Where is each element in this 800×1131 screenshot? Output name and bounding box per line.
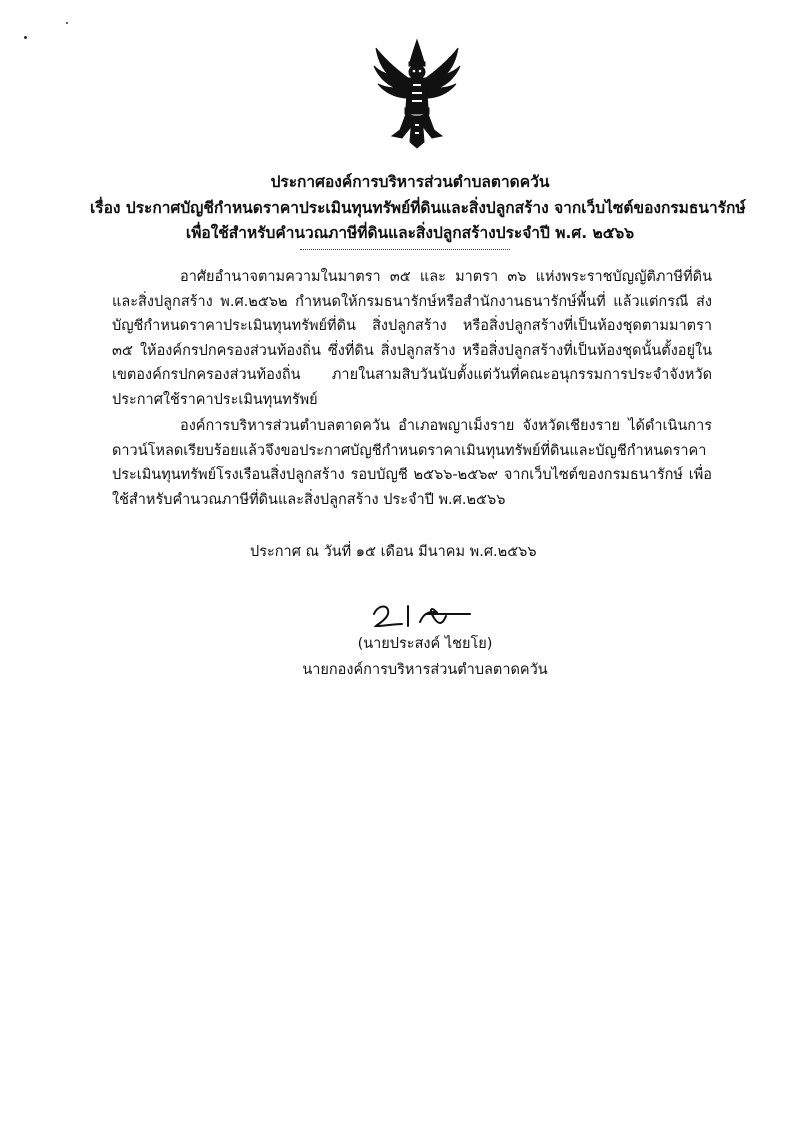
announcement-title: ประกาศองค์การบริหารส่วนตำบลตาดควัน (270, 173, 550, 191)
body-paragraph-2 (112, 414, 712, 512)
separator-dotted-line (300, 249, 510, 250)
paragraph-2-text: องค์การบริหารส่วนตำบลตาดควัน อำเภอพญาเม็งราย จังหวัดเชียงราย ได้ดำเนินการดาวน์โหลดเรียบร้อยแล้วจึงขอประกาศบัญชีกำหนดราคาเมินทุนทรัพย์ที่ดินและบัญชีกำหนดราคาประเมินทุนทรัพย์โรงเรือนสิ่งปลูกสร้าง รอบบัญชี ๒๕๖๖-๒๕๖๙ จากเว็บไซต์ของกรมธนารักษ์ เพื่อใช้สำหรับคำนวณภาษีที่ดินและสิ่งปลูกสร้าง ประจำปี พ.ศ.๒๕๖๖ (112, 418, 712, 508)
signatory-position: นายกองค์การบริหารส่วนตำบลตาดควัน (302, 662, 548, 678)
scan-speck (24, 36, 27, 39)
announcement-subject-line2: เพื่อใช้สำหรับคำนวณภาษีที่ดินและสิ่งปลูกสร้างประจำปี พ.ศ. ๒๕๖๖ (185, 224, 635, 242)
body-paragraph-1 (112, 265, 712, 412)
announcement-date: ประกาศ ณ วันที่ ๑๕ เดือน มีนาคม พ.ศ.๒๕๖๖ (250, 544, 537, 560)
scan-speck (66, 22, 68, 24)
garuda-emblem-icon (372, 38, 462, 150)
signatory-name: (นายประสงค์ ไชยโย) (357, 636, 493, 652)
handwritten-signature (368, 596, 478, 632)
paragraph-1-text: อาศัยอำนาจตามความในมาตรา ๓๕ และ มาตรา ๓๖ แห่งพระราชบัญญัติภาษีที่ดินและสิ่งปลูกสร้าง พ.ศ.๒๕๖๒ กำหนดให้กรมธนารักษ์หรือสำนักงานธนารักษ์พื้นที่ แล้วแต่กรณี ส่งบัญชีกำหนดราคาประเมินทุนทรัพย์ที่ดิน สิ่งปลูกสร้าง หรือสิ่งปลูกสร้างที่เป็นห้องชุดตามมาตรา ๓๕ ให้องค์กรปกครองส่วนท้องถิ่น ซึ่งที่ดิน สิ่งปลูกสร้าง หรือสิ่งปลูกสร้างที่เป็นห้องชุดนั้นตั้งอยู่ในเขตองค์กรปกครองส่วนท้องถิ่น ภายในสามสิบวันนับตั้งแต่วันที่คณะอนุกรรมการประจำจังหวัดประกาศใช้ราคาประเมินทุนทรัพย์ (112, 269, 712, 408)
announcement-subject: เรื่อง ประกาศบัญชีกำหนดราคาประเมินทุนทรัพย์ที่ดินและสิ่งปลูกสร้าง จากเว็บไซต์ของกรมธนารักษ์ (90, 199, 746, 217)
